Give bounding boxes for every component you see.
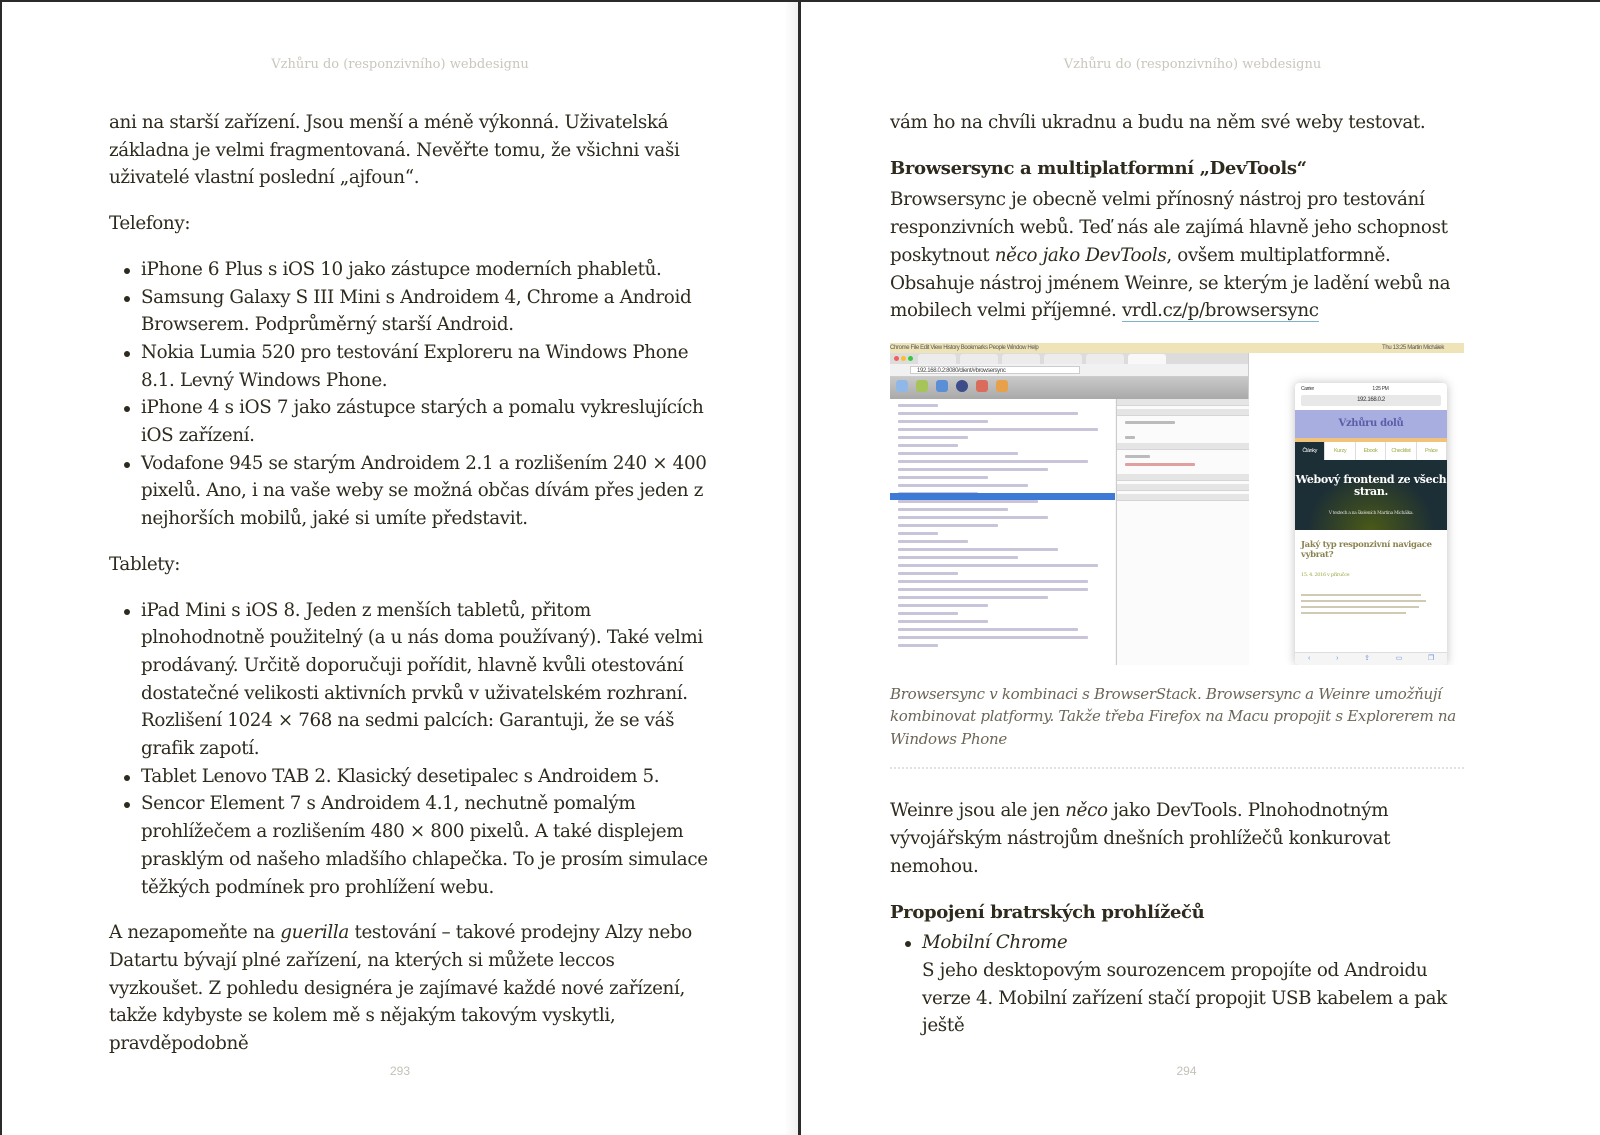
section-divider [890,767,1464,769]
tablets-label: Tablety: [109,553,181,575]
closing-paragraph [109,919,709,1058]
menubar-clock: Thu 13:25 Martin Michálek [1382,344,1444,351]
maximize-dot-icon [908,356,913,361]
resources-tool-icon [916,380,928,392]
browser-tabs [890,353,1248,364]
phone-nav [1295,442,1447,460]
tablets-list [109,597,709,902]
intro-paragraph: ani na starší zařízení. Jsou menší a méně výkonná. Uživatelská základna je velmi fragmentovaná. Nevěřte tomu, že všichni vaši uživatelé vlastní poslední „ajfoun“. [109,112,680,189]
styles-panel [1116,399,1249,665]
closing-text-start: A nezapomeňte na [109,922,281,944]
phone-hero-subtitle: V textech a na školeních Martina Michálka. [1328,510,1414,516]
tabs-icon: ❐ [1428,654,1434,662]
mac-menubar [890,343,1464,353]
left-page [2,2,798,1135]
intro-paragraph: vám ho na chvíli ukradnu a budu na něm své weby testovat. [890,112,1426,133]
network-tool-icon [936,380,948,392]
emphasis: něco jako DevTools [994,244,1167,266]
right-page [801,2,1600,1135]
bookmarks-icon: ▭ [1395,654,1402,662]
phone-article [1295,530,1447,614]
list-item: Nokia Lumia 520 pro testování Exploreru na Windows Phone 8.1. Levný Windows Phone. [109,339,709,394]
address-bar [890,364,1248,377]
phones-list [109,256,709,533]
page-number: 294 [1176,1064,1197,1078]
phone-hero [1295,460,1447,530]
text: jako DevTools. Plnohodnotným vývojářským nástrojům dnešních prohlížečů konkurovat nemohou. [890,800,1391,877]
elements-tool-icon [896,380,908,392]
browser-tab [960,354,998,364]
list-item: iPad Mini s iOS 8. Jeden z menších tabletů, přitom plnohodnotně použitelný (a u nás doma používaný). Také velmi prodávaný. Určitě doporučuji pořídit, hlavně kvůli otestování dostatečné velikosti aktivních prvků v uživatelském rozhraní. Rozlišení 1024 × 768 na sedmi palcích: Garantuji, že se váš grafik zapotí. [109,597,709,763]
phone-article-title: Jaký typ responzivní navigace vybrat? [1301,539,1432,560]
page-number: 293 [389,1064,411,1078]
phone-url-bar: 192.168.0.2 [1301,395,1441,406]
browser-tab [1044,354,1082,364]
running-head: Vzhůru do (responzivního) webdesignu [271,57,529,72]
menubar-items: Chrome File Edit View History Bookmarks People Window Help [890,344,1039,351]
desktop-browser-window [890,353,1249,665]
forward-icon: › [1336,654,1339,662]
dom-tree-panel [890,399,1115,665]
phones-label: Telefony: [109,213,191,235]
browser-tab [1002,354,1040,364]
phone-toolbar [1295,652,1447,665]
right-page-content [890,109,1480,1040]
figure-caption: Browsersync v kombinaci s BrowserStack. Browsersync a Weinre umožňují kombinovat platformy. Takže třeba Firefox na Macu propojit s Explorerem na Windows Phone [890,684,1456,748]
phone-time: 1:25 PM [1372,385,1389,392]
text: Browsersync je obecně velmi přínosný nástroj pro testování responzivních webů. Teď nás ale zajímá hlavně jeho schopnost poskytnout [890,189,1448,266]
phone-site-title: Vzhůru dolů [1295,410,1447,438]
list-item: Sencor Element 7 s Androidem 4.1, nechutně pomalým prohlížečem a rozlišením 480 × 800 pixelů. A také displejem prasklým od našeho mladšího chlapečka. To je prosím simulace těžkých podmínek pro prohlížení webu. [109,790,709,901]
phone-nav-item: Checklist [1386,442,1416,460]
left-page-content [109,109,709,1058]
text: , ovšem multiplatformně. Obsahuje nástroj jménem Weinre, se kterým je ladění webů na mobilech velmi příjemné. [890,244,1451,322]
iphone-simulator [1295,383,1447,665]
emphasis: něco [1065,800,1108,822]
text: Weinre jsou ale jen [890,800,1066,822]
page-gutter-shadow [784,2,798,1135]
phone-nav-item: Práce [1417,442,1447,460]
phone-nav-item: Články [1295,442,1325,460]
browser-pairs-list [890,929,1480,1040]
weinre-toolbar [890,377,1248,399]
closing-emphasis: guerilla [280,922,349,944]
closing-text-end: testování – takové prodejny Alzy nebo Datartu bývají plné zařízení, na kterých si můžete leccos vyzkoušet. Z pohledu designéra je zajímavé každé nové zařízení, takže kdybyste se kolem mě s nějakým takovým vyskytli, pravděpodobně [109,922,692,1055]
list-item: iPhone 4 s iOS 7 jako zástupce starých a pomalu vykreslujících iOS zařízení. [109,394,709,449]
selected-dom-node [890,493,1115,500]
browser-tab [918,354,956,364]
browsersync-screenshot-figure [890,343,1464,665]
browser-tab [1086,354,1124,364]
list-item: Vodafone 945 se starým Androidem 2.1 a rozlišením 240 × 400 pixelů. Ano, i na vaše weby se možná občas dívám přes jeden z nejhorších mobilů, jaké si umíte představit. [109,450,709,533]
list-item: Samsung Galaxy S III Mini s Androidem 4, Chrome a Android Browserem. Podprůměrný starší Android. [109,284,709,339]
address-field: 192.168.0.2:8080/client/#browsersync [910,366,1080,374]
timeline-tool-icon [956,380,968,392]
settings-tool-icon [996,380,1008,392]
section-heading-propojeni: Propojení bratrských prohlížečů [890,901,1205,923]
list-item: Tablet Lenovo TAB 2. Klasický desetipalec s Androidem 5. [109,763,709,791]
list-item [890,929,1480,1040]
phone-article-date: 15. 4. 2016 v příručce [1301,571,1350,578]
weinre-paragraph [890,797,1480,880]
list-item: iPhone 6 Plus s iOS 10 jako zástupce moderních phabletů. [109,256,709,284]
console-tool-icon [976,380,988,392]
back-icon: ‹ [1308,654,1311,662]
browser-tab-active [1128,354,1166,364]
phone-hero-title: Webový frontend ze všech stran. [1295,472,1447,498]
phone-carrier: Carrier [1301,385,1314,392]
phone-nav-item: Kurzy [1325,442,1355,460]
running-head: Vzhůru do (responzivního) webdesignu [1063,57,1322,72]
list-item-title: Mobilní Chrome [922,932,1068,954]
close-dot-icon [894,356,899,361]
phone-status-bar [1295,383,1447,393]
section-heading-browsersync: Browsersync a multiplatformní „DevTools“ [890,157,1307,179]
share-icon: ⇪ [1364,654,1370,662]
browsersync-link[interactable]: vrdl.cz/p/browsersync [1121,300,1319,322]
phone-nav-item: Ebook [1356,442,1386,460]
browsersync-paragraph [890,186,1480,325]
minimize-dot-icon [901,356,906,361]
list-item-text: S jeho desktopovým sourozencem propojíte od Androidu verze 4. Mobilní zařízení stačí propojit USB kabelem a pak ještě [922,959,1447,1037]
